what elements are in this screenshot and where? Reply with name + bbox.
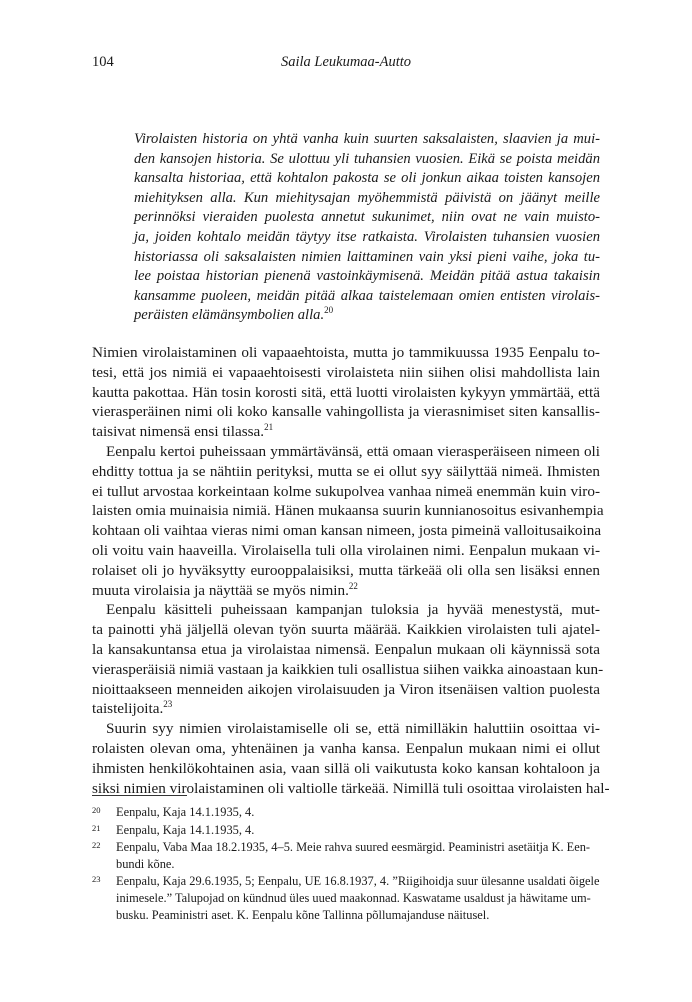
quote-line-text: lee poistaa historian pienenä vastoinkäymisenä. Meidän pitää astua takaisin [134, 268, 600, 285]
footnote-number: 20 [92, 805, 101, 815]
text-line-content: muuta virolaisia ja näyttää se myös nimin. [92, 581, 349, 599]
footnote-text: bundi kõne. [116, 856, 175, 871]
text-line-content: tesi, että jos nimiä ei vapaaehtoisesti virolaisteta niin siihen olisi mahdollista lain [92, 363, 600, 381]
text-line-content: Suurin syy nimien virolaistamiselle oli se, että nimilläkin haluttiin osoittaa vi- [106, 720, 600, 738]
text-line [92, 640, 600, 660]
text-line [92, 343, 600, 363]
text-line-content: ta painotti yhä jäljellä olevan työn suurta määrää. Kaikkien virolaisten tuli ajatel- [92, 621, 600, 639]
text-line [92, 422, 600, 442]
quote-line-text: kansalta historiaa, että kohtalon pakosta se oli jonkun aikaa toisten kansojen [134, 170, 600, 187]
quote-line-text: historiassa oli saksalaisten nimien laittaminen vain yksi pieni vaihe, joka tu- [134, 248, 600, 265]
text-line [92, 699, 600, 719]
text-line [92, 581, 600, 601]
quote-line [134, 248, 600, 268]
footnote-number: 21 [92, 822, 101, 833]
quote-line [134, 189, 600, 209]
text-line-content: kohtaan oli vaihtaa vieras nimi oman kansan nimeen, josta pimeinä valloitusaikoina [92, 522, 602, 540]
block-quotation [134, 130, 600, 326]
text-line-content: oli voitu vain haaveilla. Virolaisella tuli olla virolainen nimi. Eenpalun mukaan vi- [92, 541, 600, 559]
running-header [92, 54, 600, 74]
text-line-content: nioittaakseen menneiden aikojen virolaisuuden ja Viron itsenäisen valtion puolesta [92, 680, 600, 698]
text-line [92, 521, 600, 541]
footnote [92, 822, 600, 839]
paragraph [92, 442, 604, 600]
quote-line-text: miehityksen alla. Kun miehitysajan myöhemmistä päivistä on jäänyt meille [134, 189, 600, 206]
text-line [92, 759, 600, 779]
paragraph [92, 719, 610, 798]
page-number: 104 [92, 54, 114, 70]
text-line [92, 482, 600, 502]
text-line [92, 462, 600, 482]
text-line-content: taisivat nimensä ensi tilassa. [92, 423, 265, 441]
text-line-content: kautta pakottaa. Hän tosin korosti sitä, että luotti virolaisten kykyyn ymmärtää, että [92, 383, 600, 401]
quote-line [134, 169, 600, 189]
text-line-content: la kansakuntansa etua ja virolaistaa nimensä. Eenpalun mukaan oli käynnissä sota [92, 640, 600, 658]
text-line-content: vierasperäinen nimi oli koko kansalle vahingollista ja vierasnimiset siten kansallis- [92, 403, 600, 421]
quote-line-text: perinnöksi vieraiden puolesta annetut sukunimet, niin ovat ne vain muisto- [134, 209, 600, 226]
text-line-content: siksi nimien virolaistaminen oli valtiolle tärkeää. Nimillä tuli osoittaa virolaisten hal- [92, 779, 610, 797]
footnote-text: inimesele.” Talupojad on kündnud üles uued maakonnad. Kaswatame usaldust ja häwitame um- [116, 890, 591, 905]
text-line [92, 442, 600, 462]
paragraph [92, 343, 600, 442]
text-line [92, 501, 604, 521]
quote-line [134, 228, 600, 248]
text-line-content: ei tullut arvostaa korkeintaan kolme sukupolvea vanhaa nimeä enemmän kuin viro- [92, 482, 600, 500]
quote-line [134, 306, 600, 326]
text-line [92, 383, 600, 403]
text-line [92, 680, 600, 700]
footnote [92, 839, 600, 872]
text-line [92, 561, 600, 581]
quote-line-text: Virolaisten historia on yhtä vanha kuin suurten saksalaisten, slaavien ja mui- [134, 131, 600, 147]
footnote-number: 22 [92, 840, 101, 851]
text-line-content: ihmisten henkilökohtainen asia, vaan sillä oli vaikutusta koko kansan kohtaloon ja [92, 759, 600, 777]
footnote-text: Eenpalu, Kaja 14.1.1935, 4. [116, 822, 255, 837]
footnote-text: Eenpalu, Kaja 29.6.1935, 5; Eenpalu, UE 16.8.1937, 4. ”Riigihoidja suur ülesanne usaldati õigele [116, 874, 600, 889]
quote-line-text: ja, joiden kohtalo meidän täytyy itse ratkaista. Virolaisten tuhansien vuosien [134, 228, 600, 245]
footnotes [92, 804, 600, 924]
text-line-content: ehditty tottua ja se nähtiin perityksi, mutta se ei ollut syy säilyttää nimeä. Ihmisten [92, 462, 600, 480]
text-line-content: vierasperäisiä nimiä vastaan ja kaikkien tuli osallistua siihen vaikka ainoastaan kun- [92, 660, 604, 678]
footnote-reference: 23 [163, 699, 173, 710]
footnote-text: Eenpalu, Kaja 14.1.1935, 4. [116, 805, 255, 819]
text-line [92, 660, 604, 680]
text-line [92, 363, 600, 383]
text-line-content: taistelijoita. [92, 700, 164, 718]
footnote-reference: 21 [264, 422, 274, 433]
text-line-content: Nimien virolaistaminen oli vapaaehtoista, mutta jo tammikuussa 1935 Eenpalu to- [92, 344, 600, 361]
paragraph [92, 600, 604, 719]
text-line [92, 739, 600, 759]
body-text [92, 343, 610, 798]
text-line-content: rolaisten olevan oma, yhtenäinen ja vanha kansa. Eenpalun mukaan nimi ei ollut [92, 739, 600, 757]
quote-line-text: kansamme puoleen, meidän pitää alkaa taistelemaan omien entisten virolais- [134, 287, 600, 304]
quote-line-text: den kansojen historia. Se ulottuu yli tuhansien vuosien. Eikä se poista meidän [134, 150, 600, 167]
text-line-content: Eenpalu käsitteli puheissaan kampanjan tuloksia ja hyvää menestystä, mut- [106, 601, 600, 619]
text-line [92, 719, 600, 739]
text-line-content: laisten omia muinaisia nimiä. Hänen mukaansa suurin kunnianosoitus esivanhempia [92, 502, 604, 520]
quote-line [134, 130, 600, 150]
footnote-separator [92, 795, 187, 796]
footnote-number: 23 [92, 874, 101, 885]
footnote [92, 873, 600, 923]
quote-line [134, 208, 600, 228]
text-line [92, 402, 600, 422]
text-line [92, 620, 600, 640]
text-line-content: rolaiset oli jo hyväksytty eurooppalaisiksi, mutta tärkeää oli olla sen lisäksi ennen [92, 561, 600, 579]
text-line [92, 541, 600, 561]
quote-line [134, 150, 600, 170]
quote-line [134, 267, 600, 287]
quote-line-text: peräisten elämänsymbolien alla. [134, 307, 325, 324]
footnote-reference: 22 [348, 580, 358, 591]
footnote-reference: 20 [324, 305, 334, 316]
footnote [92, 804, 600, 821]
quote-line [134, 287, 600, 307]
text-line-content: Eenpalu kertoi puheissaan ymmärtävänsä, että omaan vierasperäiseen nimeen oli [106, 442, 600, 460]
text-line [92, 600, 600, 620]
footnote-text: Eenpalu, Vaba Maa 18.2.1935, 4–5. Meie rahva suured eesmärgid. Peaministri asetäitja K. Een- [116, 840, 591, 855]
footnote-text: busku. Peaministri aset. K. Eenpalu kõne Tallinna põllumajanduse näitusel. [116, 907, 490, 922]
running-title: Saila Leukumaa-Autto [280, 54, 412, 70]
